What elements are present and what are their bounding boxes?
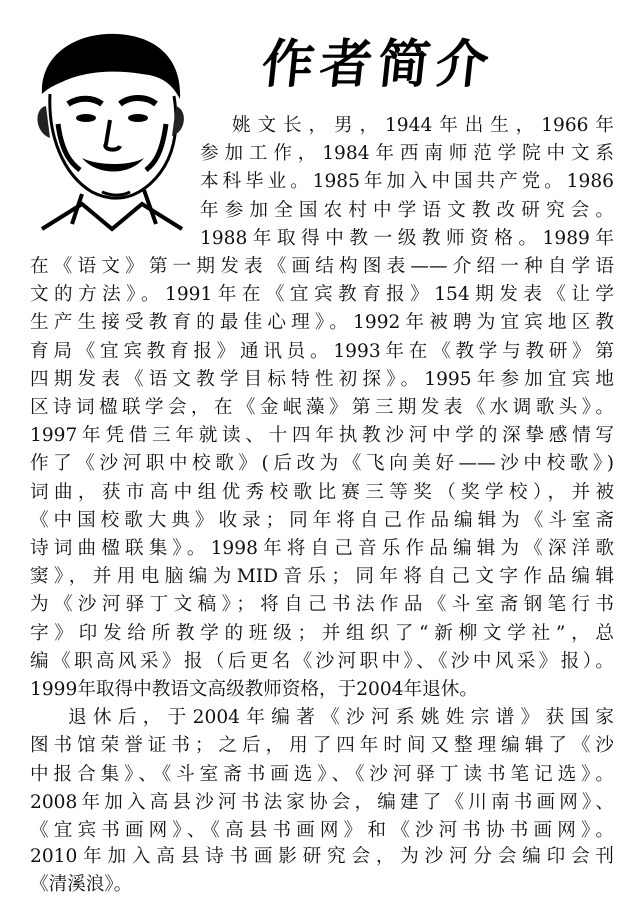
text-line: 育局《宜宾教育报》通讯员。1993年在《教学与教研》第	[30, 340, 614, 362]
text-line: 文的方法》。1991年在《宜宾教育报》154期发表《让学	[30, 284, 614, 306]
text-line: 1997年凭借三年就读、十四年执教沙河中学的深挚感情写	[30, 425, 614, 447]
text-line: 在《语文》第一期发表《画结构图表——介绍一种自学语	[30, 256, 614, 277]
text-line: 词曲，获市高中组优秀校歌比赛三等奖（奖学校），并被	[30, 481, 614, 503]
page-title: 作者简介	[258, 34, 498, 95]
text-line: 诗词曲楹联集》。1998年将自己音乐作品编辑为《深洋歌	[30, 538, 614, 559]
text-line: 区诗词楹联学会，在《金岷藻》第三期发表《水调歌头》。	[30, 397, 614, 418]
text-line: 字》印发给所教学的班级；并组织了“新柳文学社”，总	[30, 622, 614, 644]
text-line: 退休后，于2004年编著《沙河系姚姓宗谱》获国家	[68, 707, 614, 729]
text-line: 年参加全国农村中学语文教改研究会。	[200, 199, 614, 221]
text-line: 生产生接受教育的最佳心理》。1992年被聘为宜宾地区教	[30, 312, 614, 334]
text-line: 《中国校歌大典》收录；同年将自己作品编辑为《斗室斋	[30, 509, 614, 531]
text-line: 为《沙河驿丁文稿》；将自己书法作品《斗室斋钢笔行书	[30, 594, 614, 616]
text-line: 图书馆荣誉证书；之后，用了四年时间又整理编辑了《沙	[30, 735, 614, 757]
text-line: 四期发表《语文教学目标特性初探》。1995年参加宜宾地	[30, 368, 614, 390]
text-line: 作了《沙河职中校歌》(后改为《飞向美好——沙中校歌》)	[30, 453, 614, 475]
text-line: 参加工作，1984年西南师范学院中文系	[200, 143, 614, 165]
text-line: 姚文长，男，1944年出生，1966年	[232, 115, 614, 136]
author-portrait	[22, 24, 194, 234]
text-line: 2010年加入高县诗书画影研究会，为沙河分会编印会刊	[30, 846, 614, 867]
text-line: 1999年取得中教语文高级教师资格，于2004年退休。	[30, 679, 478, 700]
text-line: 中报合集》、《斗室斋书画选》、《沙河驿丁读书笔记选》。	[30, 763, 614, 785]
text-line: 窦》，并用电脑编为MID音乐；同年将自己文字作品编辑	[30, 566, 614, 588]
text-line: 1988年取得中教一级教师资格。1989年	[200, 227, 614, 249]
text-line: 编《职高风采》报（后更名《沙河职中》、《沙中风采》报）。	[30, 650, 614, 672]
text-line: 本科毕业。1985年加入中国共产党。1986	[200, 171, 614, 193]
text-line: 《宜宾书画网》、《高县书画网》和《沙河书协书画网》。	[30, 820, 614, 841]
text-line: 《清溪浪》。	[30, 874, 133, 895]
text-line: 2008年加入高县沙河书法家协会，编建了《川南书画网》、	[30, 791, 614, 813]
